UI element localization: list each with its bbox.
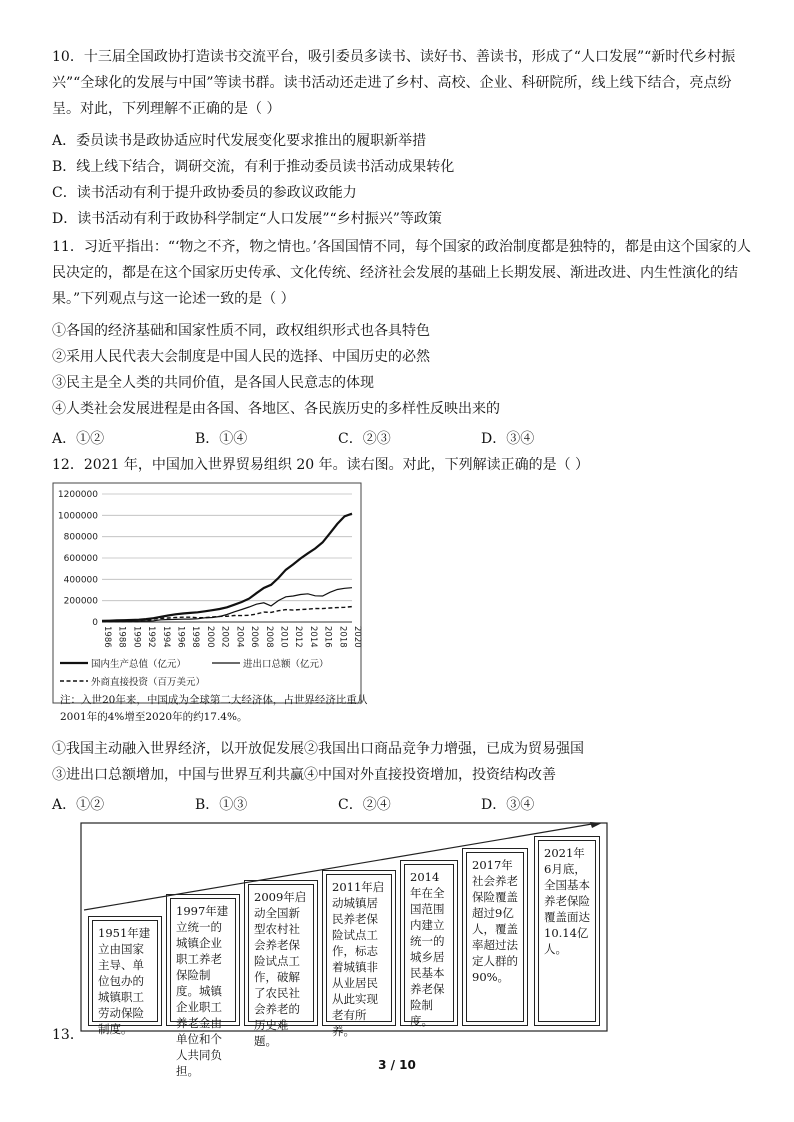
y-tick-label: 0: [92, 618, 98, 628]
x-tick-label: 2000: [204, 626, 215, 648]
x-tick-label: 1994: [160, 626, 171, 648]
timeline-text-2017: 2017年社会养老保险覆盖超过9亿人，覆盖率超过法定人群的90%。: [466, 852, 524, 1022]
q12-stem: 12．2021 年，中国加入世界贸易组织 20 年。读右图。对此，下列解读正确的是（ ）: [52, 457, 590, 473]
timeline-step-2021: [534, 836, 600, 1026]
chart-frame: [53, 483, 361, 703]
q10-option-d: D．读书活动有利于政协科学制定“人口发展”“乡村振兴”等政策: [52, 211, 442, 227]
q12-note: 注：入世20年来，中国成为全球第二大经济体，占世界经济比重从2001年的4%增至2020年的约17.4%。: [60, 694, 368, 723]
x-tick-label: 2004: [234, 626, 245, 648]
q12-option-b: B．①③: [195, 797, 248, 813]
q11-item-2: ②采用人民代表大会制度是中国人民的选择、中国历史的必然: [52, 349, 430, 365]
q11-option-c: C．②③: [338, 431, 391, 447]
x-tick-label: 2012: [293, 626, 304, 648]
timeline-step-2014: [400, 860, 458, 1026]
legend-label-2: 进出口总额（亿元）: [243, 659, 329, 670]
x-tick-label: 2020: [352, 626, 362, 648]
q12-option-d: D．③④: [481, 797, 535, 813]
q10-option-c: C．读书活动有利于提升政协委员的参政议政能力: [52, 185, 357, 201]
timeline-text-2011: 2011年启动城镇居民养老保险试点工作，标志着城镇非从业居民从此实现老有所养。: [326, 874, 392, 1022]
q11-item-4: ④人类社会发展进程是由各国、各地区、各民族历史的多样性反映出来的: [52, 401, 500, 417]
q12-option-a: A．①②: [52, 797, 105, 813]
y-tick-label: 1200000: [57, 490, 98, 500]
series-line-1: [102, 514, 352, 621]
q10-option-b: B．线上线下结合，调研交流，有利于推动委员读书活动成果转化: [52, 159, 455, 175]
x-tick-label: 2016: [322, 626, 333, 648]
page-number: 3 / 10: [378, 1058, 416, 1072]
q10-stem: 10．十三届全国政协打造读书交流平台，吸引委员多读书、读好书、善读书，形成了“人口发展”“新时代乡村振兴”“全球化的发展与中国”等读书群。读书活动还走进了乡村、高校、企业、科研院所，线上线下结合，亮点纷呈。对此，下列理解不正确的是（ ）: [52, 49, 736, 117]
x-tick-label: 1986: [102, 626, 112, 648]
q11-option-b: B．①④: [195, 431, 248, 447]
x-tick-label: 1996: [175, 626, 186, 648]
q13-number: 13．: [52, 1027, 84, 1043]
x-tick-label: 1990: [131, 626, 142, 648]
y-tick-label: 200000: [63, 596, 98, 607]
x-tick-label: 1992: [146, 626, 157, 648]
timeline-text-1997: 1997年建立统一的城镇企业职工养老保险制度。城镇企业职工养老金由单位和个人共同负担。: [170, 898, 236, 1022]
timeline-step-1951: [88, 916, 162, 1036]
x-tick-label: 1988: [116, 626, 127, 648]
timeline-step-2011: [322, 870, 396, 1038]
q12-items-line1: ①我国主动融入世界经济，以开放促发展②我国出口商品竞争力增强，已成为贸易强国: [52, 741, 584, 757]
x-tick-label: 2006: [249, 626, 260, 648]
timeline-step-1997: [166, 894, 240, 1078]
x-tick-label: 2008: [263, 626, 274, 648]
timeline-text-1951: 1951年建立由国家主导、单位包办的城镇职工劳动保险制度。: [92, 920, 158, 1022]
y-tick-label: 800000: [63, 532, 98, 543]
x-tick-label: 2014: [307, 626, 318, 648]
y-tick-label: 400000: [63, 575, 98, 586]
q11-item-3: ③民主是全人类的共同价值，是各国人民意志的体现: [52, 375, 374, 391]
timeline-text-2009: 2009年启动全国新型农村社会养老保险试点工作，破解了农民社会养老的历史难题。: [248, 884, 314, 1022]
q10-option-a: A．委员读书是政协适应时代发展变化要求推出的履职新举措: [52, 133, 427, 149]
x-tick-label: 1998: [190, 626, 201, 648]
y-tick-label: 600000: [63, 554, 98, 564]
trade-chart-svg: [52, 482, 362, 704]
q11-option-d: D．③④: [481, 431, 535, 447]
x-tick-label: 2010: [278, 626, 289, 648]
timeline-text-2021: 2021年6月底，全国基本养老保险覆盖面达10.14亿人。: [538, 840, 596, 1022]
q11-stem: 11．习近平指出：“‘物之不齐，物之情也。’各国国情不同，每个国家的政治制度都是独特的，都是由这个国家的人民决定的，都是在这个国家历史传承、文化传统、经济社会发展的基础上长期发展、渐进改进、内生性演化的结果。”下列观点与这一论述一致的是（ ）: [52, 239, 751, 307]
legend-label-3: 外商直接投资（百万美元）: [91, 677, 206, 688]
legend-label-1: 国内生产总值（亿元）: [91, 659, 187, 670]
y-tick-label: 1000000: [57, 511, 98, 522]
q12-option-c: C．②④: [338, 797, 391, 813]
timeline-step-2009: [244, 880, 318, 1048]
x-tick-label: 2018: [337, 626, 348, 648]
q11-item-1: ①各国的经济基础和国家性质不同，政权组织形式也各具特色: [52, 323, 430, 339]
x-tick-label: 2002: [219, 626, 230, 648]
timeline-step-2017: [462, 848, 528, 1026]
timeline-text-2014: 2014年在全国范围内建立统一的城乡居民基本养老保险制度。: [404, 864, 454, 1022]
q11-option-a: A．①②: [52, 431, 105, 447]
q12-items-line2: ③进出口总额增加，中国与世界互利共赢④中国对外直接投资增加，投资结构改善: [52, 767, 556, 783]
